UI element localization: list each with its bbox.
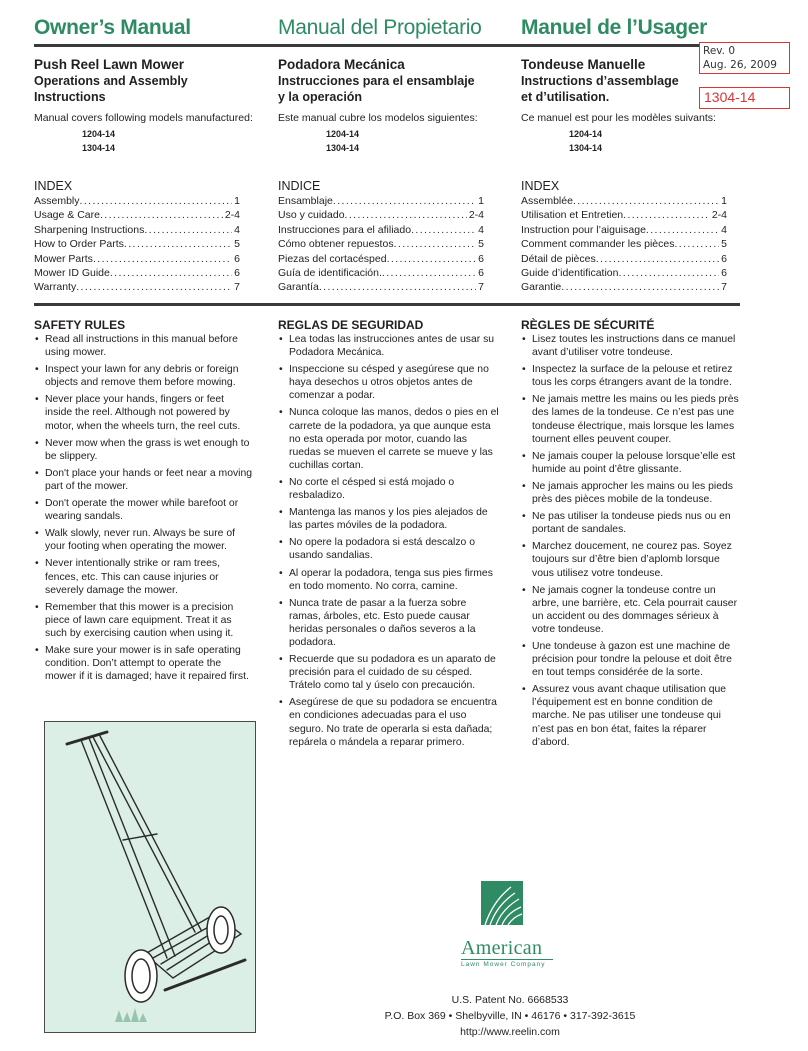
dot-leader (623, 208, 710, 222)
product-subtitle: Instructions (34, 90, 106, 104)
index-entry-label: Détail de pièces (521, 252, 596, 265)
safety-rule-item: • Ne jamais cogner la tondeuse contre un arbre, une barrière, etc. Cela pourrait causer un accident ou des dommages sérieux à votre tondeuse. (521, 584, 743, 636)
index-es (278, 179, 484, 295)
dot-leader (382, 266, 476, 280)
safety-rule-item: • Nunca trate de pasar a la fuerza sobre ramas, árboles, etc. Esto puede causar heridas personales o daños severos a la podadora. (278, 597, 500, 649)
title-block-fr (521, 56, 753, 155)
dot-leader (110, 266, 232, 280)
safety-rule-item: • Asegúrese de que su podadora se encuentra en condiciones adecuadas para el uso seguro. No trate de operarla si esta dañada; repárela o mándela a reparar primero. (278, 696, 500, 748)
company-address: P.O. Box 369 • Shelbyville, IN • 46176 • 317-392-3615 (384, 1010, 636, 1022)
safety-rules-es (278, 318, 500, 753)
index-entry (521, 266, 727, 280)
safety-rule-item: • Recuerde que su podadora es un aparato de precisión para el cuidado de su césped. Trátelo como tal y úselo con precaución. (278, 653, 500, 692)
dot-leader (144, 223, 232, 237)
brand-name: American (461, 937, 543, 959)
index-entry-label: Comment commander les pièces (521, 238, 675, 251)
index-entry (278, 223, 484, 237)
index-entry-page: 6 (721, 267, 727, 280)
model-number: 1204-14 (569, 129, 603, 139)
index-fr (521, 179, 727, 295)
dot-leader (93, 252, 232, 266)
index-entry (34, 280, 240, 294)
dot-leader (80, 194, 233, 208)
index-entry-page: 6 (234, 267, 240, 280)
index-entry-page: 7 (234, 281, 240, 294)
safety-rule-item: • Never intentionally strike or ram trees, fences, etc. This can cause injuries or severely damage the mower. (34, 557, 254, 596)
product-title: Push Reel Lawn Mower (34, 57, 185, 72)
index-entry-label: Uso y cuidado (278, 209, 345, 222)
safety-rule-item: • Ne jamais mettre les mains ou les pieds près des lames de la tondeuse. Ce n’est pas une tondeuse électrique, mais lorsque les lames tournent elles peuvent couper. (521, 393, 743, 445)
safety-rule-item: • Lisez toutes les instructions dans ce manuel avant d’utiliser votre tondeuse. (521, 333, 743, 359)
dot-leader (646, 223, 719, 237)
models-note: Ce manuel est pour les modèles suivants: (521, 112, 716, 124)
product-title: Tondeuse Manuelle (521, 57, 646, 72)
revision-number: Rev. 0 (703, 45, 736, 57)
product-title: Podadora Mecánica (278, 57, 405, 72)
safety-rule-item: • Never place your hands, fingers or feet inside the reel. Although not powered by motor, when the wheels turn, the reel cuts. (34, 393, 254, 432)
safety-rule-item: • No corte el césped si está mojado o resbaladizo. (278, 476, 500, 502)
index-entry (521, 194, 727, 208)
safety-rule-item: • Nunca coloque las manos, dedos o pies en el carrete de la podadora, ya que aunque esta no esta operada por motor, cuando las ruedas se mueven el carrete se mueve y las cuchillas cortan. (278, 406, 500, 471)
index-entry-page: 6 (478, 267, 484, 280)
footer (360, 992, 660, 1040)
safety-title: RÈGLES DE SÉCURITÉ (521, 318, 655, 332)
brand-tagline: Lawn Mower Company (461, 961, 546, 968)
index-entry-label: Instrucciones para el afiliado (278, 223, 412, 236)
brand-logo-mark (481, 881, 523, 925)
index-entry (34, 194, 240, 208)
index-entry (521, 223, 727, 237)
index-entry (278, 194, 484, 208)
index-entry-page: 1 (721, 195, 727, 207)
index-entry-page: 6 (721, 252, 727, 265)
index-entry-label: Piezas del cortacésped (278, 252, 387, 265)
safety-rule-item: • Walk slowly, never run. Always be sure of your footing when operating the mower. (34, 527, 254, 553)
push-reel-mower-icon (45, 722, 255, 1032)
header-title-en: Owner’s Manual (34, 16, 191, 39)
model-number: 1304-14 (82, 143, 116, 153)
safety-rule-item: • No opere la podadora si está descalzo o usando sandalias. (278, 536, 500, 562)
dot-leader (573, 194, 719, 208)
dot-leader (387, 252, 477, 266)
index-entry (278, 208, 484, 222)
index-entry (521, 252, 727, 266)
safety-rule-item: • Remember that this mower is a precision piece of lawn care equipment. Treat it as such by exercising caution when using it. (34, 601, 254, 640)
product-subtitle: Instrucciones para el ensamblaje (278, 74, 475, 88)
index-entry-label: Ensamblaje (278, 195, 333, 207)
index-entry-page: 4 (721, 223, 727, 236)
safety-rule-item: • Ne pas utiliser la tondeuse pieds nus ou en portant de sandales. (521, 510, 743, 536)
models-note: Este manual cubre los modelos siguientes: (278, 112, 478, 124)
safety-rule-item: • Al operar la podadora, tenga sus pies firmes en todo momento. No corra, camine. (278, 567, 500, 593)
dot-leader (394, 237, 477, 251)
index-entry (521, 208, 727, 222)
index-entry (521, 280, 727, 294)
title-block-es (278, 56, 510, 155)
safety-rule-item: • Une tondeuse à gazon est une machine de précision pour tondre la pelouse et doit être en tout temps considérée de la sorte. (521, 640, 743, 679)
index-entry-page: 4 (234, 223, 240, 236)
safety-title: SAFETY RULES (34, 318, 126, 332)
index-entry-page: 2-4 (224, 209, 240, 222)
index-entry-label: Guide d’identification (521, 267, 619, 280)
dot-leader (100, 208, 223, 222)
model-number: 1204-14 (326, 129, 360, 139)
safety-rule-item: • Inspectez la surface de la pelouse et retirez tous les corps étrangers avant de la tondre. (521, 363, 743, 389)
index-entry (34, 266, 240, 280)
model-number: 1204-14 (82, 129, 116, 139)
index-entry-page: 2-4 (468, 209, 484, 222)
index-entry-page: 5 (234, 238, 240, 251)
index-entry-page: 2-4 (711, 209, 727, 222)
safety-rule-item: • Ne jamais approcher les mains ou les pieds près des pièces mobile de la tondeuse. (521, 480, 743, 506)
index-entry (278, 266, 484, 280)
index-title: INDEX (521, 179, 560, 193)
safety-rule-item: • Mantenga las manos y los pies alejados de las partes móviles de la podadora. (278, 506, 500, 532)
index-entry (34, 223, 240, 237)
website-link[interactable]: http://www.reelin.com (460, 1026, 560, 1038)
safety-title: REGLAS DE SEGURIDAD (278, 318, 424, 332)
index-entry-page: 5 (721, 238, 727, 251)
index-entry-label: Cómo obtener repuestos (278, 238, 394, 251)
safety-rule-item: • Ne jamais couper la pelouse lorsque’elle est humide au point d’être glissante. (521, 450, 743, 476)
title-block-en (34, 56, 266, 155)
index-en (34, 179, 240, 295)
safety-rule-item: • Inspeccione su césped y asegúrese que no haya desechos u otros objetos antes de comenzar a podar. (278, 363, 500, 402)
index-entry (34, 237, 240, 251)
index-entry-label: Mower Parts (34, 252, 93, 265)
index-entry (278, 237, 484, 251)
grass-logo-icon (481, 881, 523, 925)
dot-leader (319, 280, 476, 294)
dot-leader (618, 266, 719, 280)
index-entry-label: Guía de identificación. (278, 267, 382, 280)
index-entry-label: Assemblée (521, 195, 573, 207)
dot-leader (674, 237, 719, 251)
index-entry-label: Mower ID Guide (34, 267, 110, 280)
index-entry (521, 237, 727, 251)
dot-leader (561, 280, 719, 294)
safety-rule-item: • Make sure your mower is in safe operating condition. Don’t attempt to operate the mower if it is damaged; have it repaired first. (34, 644, 254, 683)
index-entry (278, 280, 484, 294)
dot-leader (76, 280, 232, 294)
safety-rule-item: • Assurez vous avant chaque utilisation que l’équipement est en bonne condition de marche. Ne pas utiliser une tondeuse qui n’est pas en bon état, faites la réparer d’abord. (521, 683, 743, 748)
safety-rule-item: • Read all instructions in this manual before using mower. (34, 333, 254, 359)
index-entry-page: 1 (478, 195, 484, 207)
index-entry-label: Warranty (34, 281, 77, 294)
safety-rule-item: • Don't place your hands or feet near a moving part of the mower. (34, 467, 254, 493)
model-number: 1304-14 (326, 143, 360, 153)
dot-leader (411, 223, 476, 237)
safety-rules-en (34, 318, 254, 687)
index-entry-label: Sharpening Instructions (34, 223, 145, 236)
revision-date: Aug. 26, 2009 (703, 59, 777, 71)
index-entry-label: Utilisation et Entretien (521, 209, 624, 222)
patent-number: U.S. Patent No. 6668533 (451, 994, 569, 1006)
safety-rule-item: • Never mow when the grass is wet enough to be slippery. (34, 437, 254, 463)
index-entry-label: Garantía (278, 281, 319, 294)
index-entry-label: Garantie (521, 281, 562, 294)
index-entry-label: Usage & Care (34, 209, 100, 222)
index-title: INDICE (278, 179, 321, 193)
models-note: Manual covers following models manufactured: (34, 112, 253, 124)
model-number: 1304-14 (569, 143, 603, 153)
dot-leader (345, 208, 467, 222)
index-entry-page: 6 (478, 252, 484, 265)
index-title: INDEX (34, 179, 73, 193)
dot-leader (124, 237, 232, 251)
safety-rule-item: • Lea todas las instrucciones antes de usar su Podadora Mecánica. (278, 333, 500, 359)
top-rule (34, 44, 740, 47)
product-subtitle: Instructions d’assemblage (521, 74, 679, 88)
brand-divider (461, 959, 553, 960)
dot-leader (596, 252, 719, 266)
index-entry (34, 208, 240, 222)
safety-rule-item: • Inspect your lawn for any debris or foreign objects and remove them before mowing. (34, 363, 254, 389)
safety-rules-fr (521, 318, 743, 753)
index-entry-label: How to Order Parts (34, 238, 124, 251)
product-subtitle: Operations and Assembly (34, 74, 188, 88)
model-number-box: 1304-14 (699, 87, 790, 109)
dot-leader (333, 194, 476, 208)
product-subtitle: y la operación (278, 90, 363, 104)
index-entry-label: Instruction pour l’aiguisage (521, 223, 646, 236)
index-entry-page: 7 (721, 281, 727, 294)
index-entry-page: 6 (234, 252, 240, 265)
index-entry (34, 252, 240, 266)
safety-rule-item: • Don't operate the mower while barefoot or wearing sandals. (34, 497, 254, 523)
index-entry-page: 1 (234, 195, 240, 207)
index-entry-page: 7 (478, 281, 484, 294)
header-title-es: Manual del Propietario (278, 16, 482, 39)
index-entry (278, 252, 484, 266)
index-entry-page: 4 (478, 223, 484, 236)
index-entry-label: Assembly (34, 195, 80, 207)
header-title-fr: Manuel de l’Usager (521, 16, 707, 39)
mower-illustration (44, 721, 256, 1033)
product-subtitle: et d’utilisation. (521, 90, 610, 104)
middle-rule (34, 303, 740, 306)
index-entry-page: 5 (478, 238, 484, 251)
safety-rule-item: • Marchez doucement, ne courez pas. Soyez toujours sur d’être bien d’aplomb lorsque vous utilisez votre tondeuse. (521, 540, 743, 579)
